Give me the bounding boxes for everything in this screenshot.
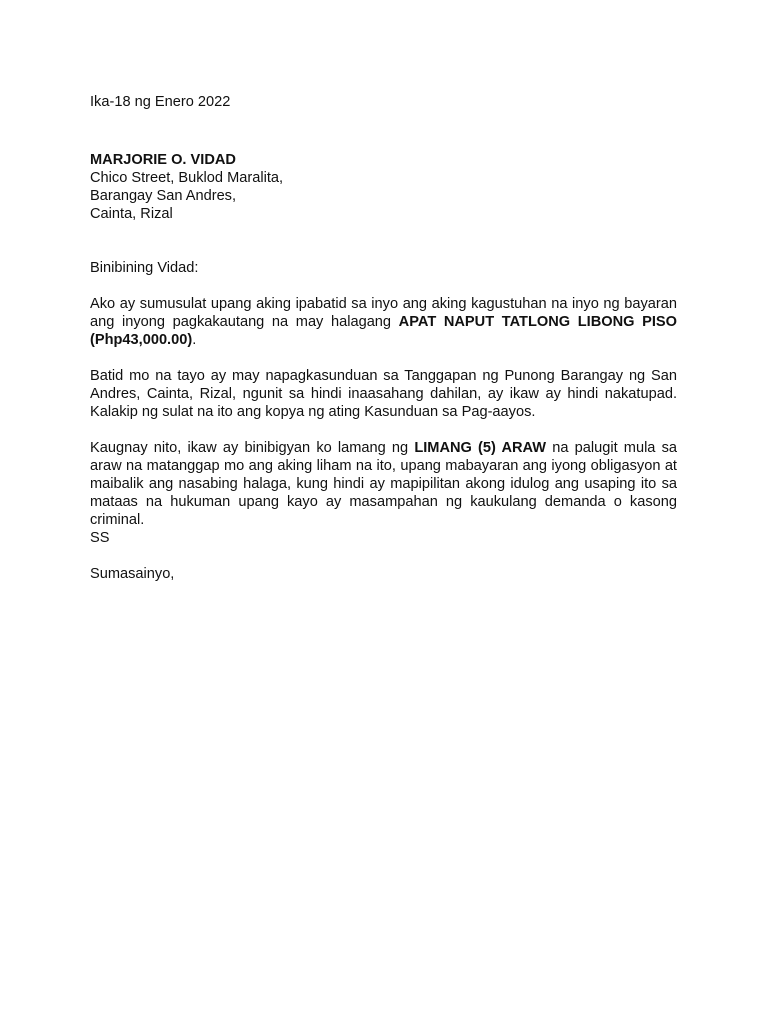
paragraph-text: Batid mo na tayo ay may napagkasunduan sa Tanggapan ng Punong Barangay ng San Andres, Cainta, Rizal, ngunit sa hindi inaasahang dahilan, ay ikaw ay hindi nakatupad. Kalakip ng sulat na ito ang kopya ng ating Kasunduan sa Pag-aayos. [90, 368, 677, 420]
paragraph-agreement [90, 367, 677, 421]
letter [90, 93, 677, 583]
paragraph-text: Ako ay sumusulat upang aking ipabatid sa inyo ang aking kagustuhan na inyo ng bayaran ang inyong pagkakautang na may halagang [90, 296, 677, 330]
paragraph-deadline [90, 439, 677, 529]
recipient-block [90, 151, 677, 223]
recipient-address-line: Chico Street, Buklod Maralita, [90, 170, 284, 186]
letter-date: Ika-18 ng Enero 2022 [90, 94, 231, 110]
paragraph-text: Kaugnay nito, ikaw ay binibigyan ko lamang ng [90, 440, 415, 456]
paragraph-text: na palugit mula sa araw na matanggap mo ang aking liham na ito, upang mabayaran ang iyong obligasyon at maibalik ang nasabing halaga, kung hindi ay mapipilitan akong idulog ang usaping ito sa mataas na hukuman upang kayo ay masampahan ng kaukulang demanda o kasong criminal. [90, 440, 677, 528]
recipient-address-line: Cainta, Rizal [90, 206, 173, 222]
paragraph-text: . [192, 332, 197, 348]
recipient-address-line: Barangay San Andres, [90, 188, 237, 204]
deadline-period: LIMANG (5) ARAW [414, 440, 547, 456]
ss-mark: SS [90, 530, 110, 546]
debt-amount: APAT NAPUT TATLONG LIBONG PISO (Php43,000.00) [90, 314, 677, 348]
paragraph-payment-request [90, 295, 677, 349]
salutation: Binibining Vidad: [90, 260, 199, 276]
closing: Sumasainyo, [90, 566, 175, 582]
recipient-name: MARJORIE O. VIDAD [90, 152, 236, 168]
